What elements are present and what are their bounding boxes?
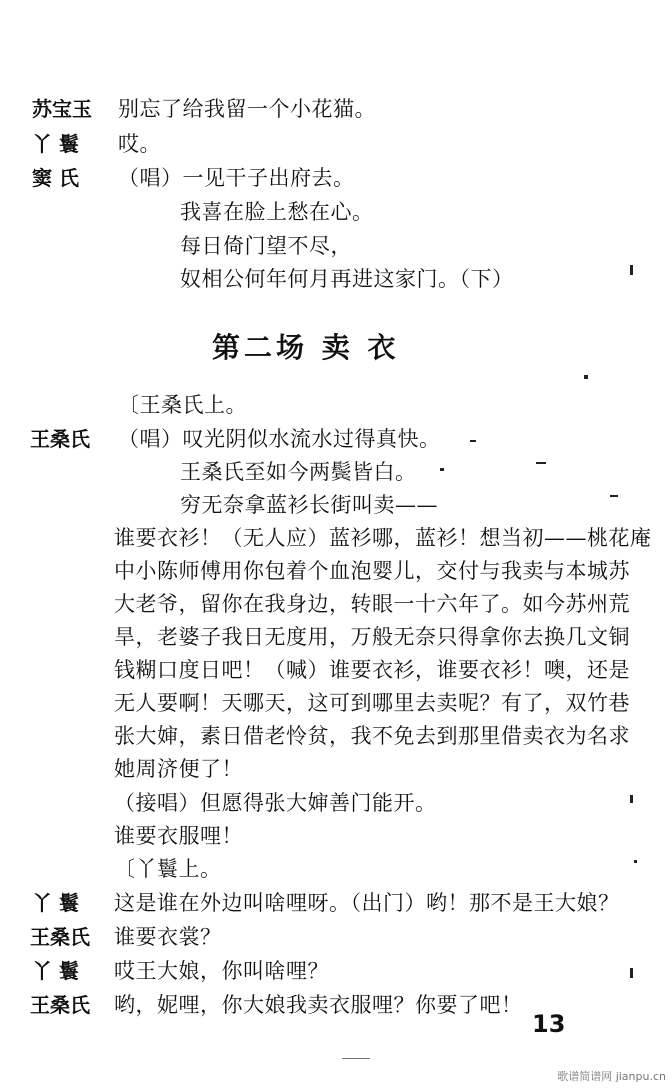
prose-line: 钱糊口度日吧！（喊）谁要衣衫，谁要衣衫！噢，还是 <box>114 658 630 682</box>
speaker-label: 丫 鬟 <box>32 891 79 915</box>
dialogue-line: （唱）一见干子出府去。 <box>118 166 355 190</box>
scan-speck <box>342 1058 370 1059</box>
prose-line: 谁要衣衫！（无人应）蓝衫哪，蓝衫！想当初——桃花庵 <box>114 526 652 550</box>
scan-speck <box>630 265 633 275</box>
speaker-label: 王桑氏 <box>30 427 90 451</box>
verse-line: 王桑氏至如今两鬓皆白。 <box>180 460 417 484</box>
prose-line: 中小陈师傅用你包着个血泡婴儿，交付与我卖与本城苏 <box>114 559 630 583</box>
verse-line: 奴相公何年何月再进这家门。（下） <box>180 267 514 291</box>
page-number: 13 <box>532 1010 566 1038</box>
speaker-label: 丫 鬟 <box>32 959 79 983</box>
prose-line: 谁要衣服哩！ <box>114 824 243 848</box>
prose-line: 张大婶，素日借老怜贫，我不免去到那里借卖衣为名求 <box>114 724 630 748</box>
scan-speck <box>630 795 633 803</box>
stage-direction: 〔丫鬟上。 <box>114 857 222 881</box>
dialogue-line: 谁要衣裳？ <box>114 925 222 949</box>
prose-line: 她周济便了！ <box>114 757 243 781</box>
scan-speck <box>630 968 633 978</box>
stage-direction: 〔王桑氏上。 <box>118 393 247 417</box>
dialogue-line: 哟，妮哩，你大娘我卖衣服哩？你要了吧！ <box>114 993 523 1017</box>
prose-line: 大老爷，留你在我身边，转眼一十六年了。如今苏州荒 <box>114 592 630 616</box>
speaker-label: 丫 鬟 <box>32 132 79 156</box>
dialogue-line: 哎王大娘，你叫啥哩？ <box>114 959 329 983</box>
scan-speck <box>536 462 546 464</box>
verse-line: 我喜在脸上愁在心。 <box>180 200 374 224</box>
scan-speck <box>470 440 476 442</box>
scan-speck <box>584 375 588 379</box>
dialogue-line: 别忘了给我留一个小花猫。 <box>118 97 376 121</box>
sing-line: （接唱）但愿得张大婶善门能开。 <box>114 791 437 815</box>
verse-line: 穷无奈拿蓝衫长街叫卖—— <box>180 493 438 517</box>
speaker-label: 苏宝玉 <box>32 97 92 121</box>
prose-line: 旱，老婆子我日无度用，万般无奈只得拿你去换几文铜 <box>114 625 630 649</box>
dialogue-line: 哎。 <box>118 132 161 156</box>
watermark: 歌谱简谱网 jianpu.cn <box>557 1070 666 1083</box>
verse-line: 每日倚门望不尽， <box>180 234 352 258</box>
scan-speck <box>634 860 637 863</box>
scan-speck <box>610 495 618 497</box>
prose-line: 无人要啊！天哪天，这可到哪里去卖呢？有了，双竹巷 <box>114 691 630 715</box>
speaker-label: 窦 氏 <box>32 166 79 190</box>
scan-speck <box>440 468 444 471</box>
speaker-label: 王桑氏 <box>30 925 90 949</box>
dialogue-line: 这是谁在外边叫啥哩呀。（出门）哟！那不是王大娘？ <box>114 891 620 915</box>
speaker-label: 王桑氏 <box>30 993 90 1017</box>
dialogue-line: （唱）叹光阴似水流水过得真快。 <box>118 427 441 451</box>
scene-title: 第二场 卖 衣 <box>212 331 400 364</box>
